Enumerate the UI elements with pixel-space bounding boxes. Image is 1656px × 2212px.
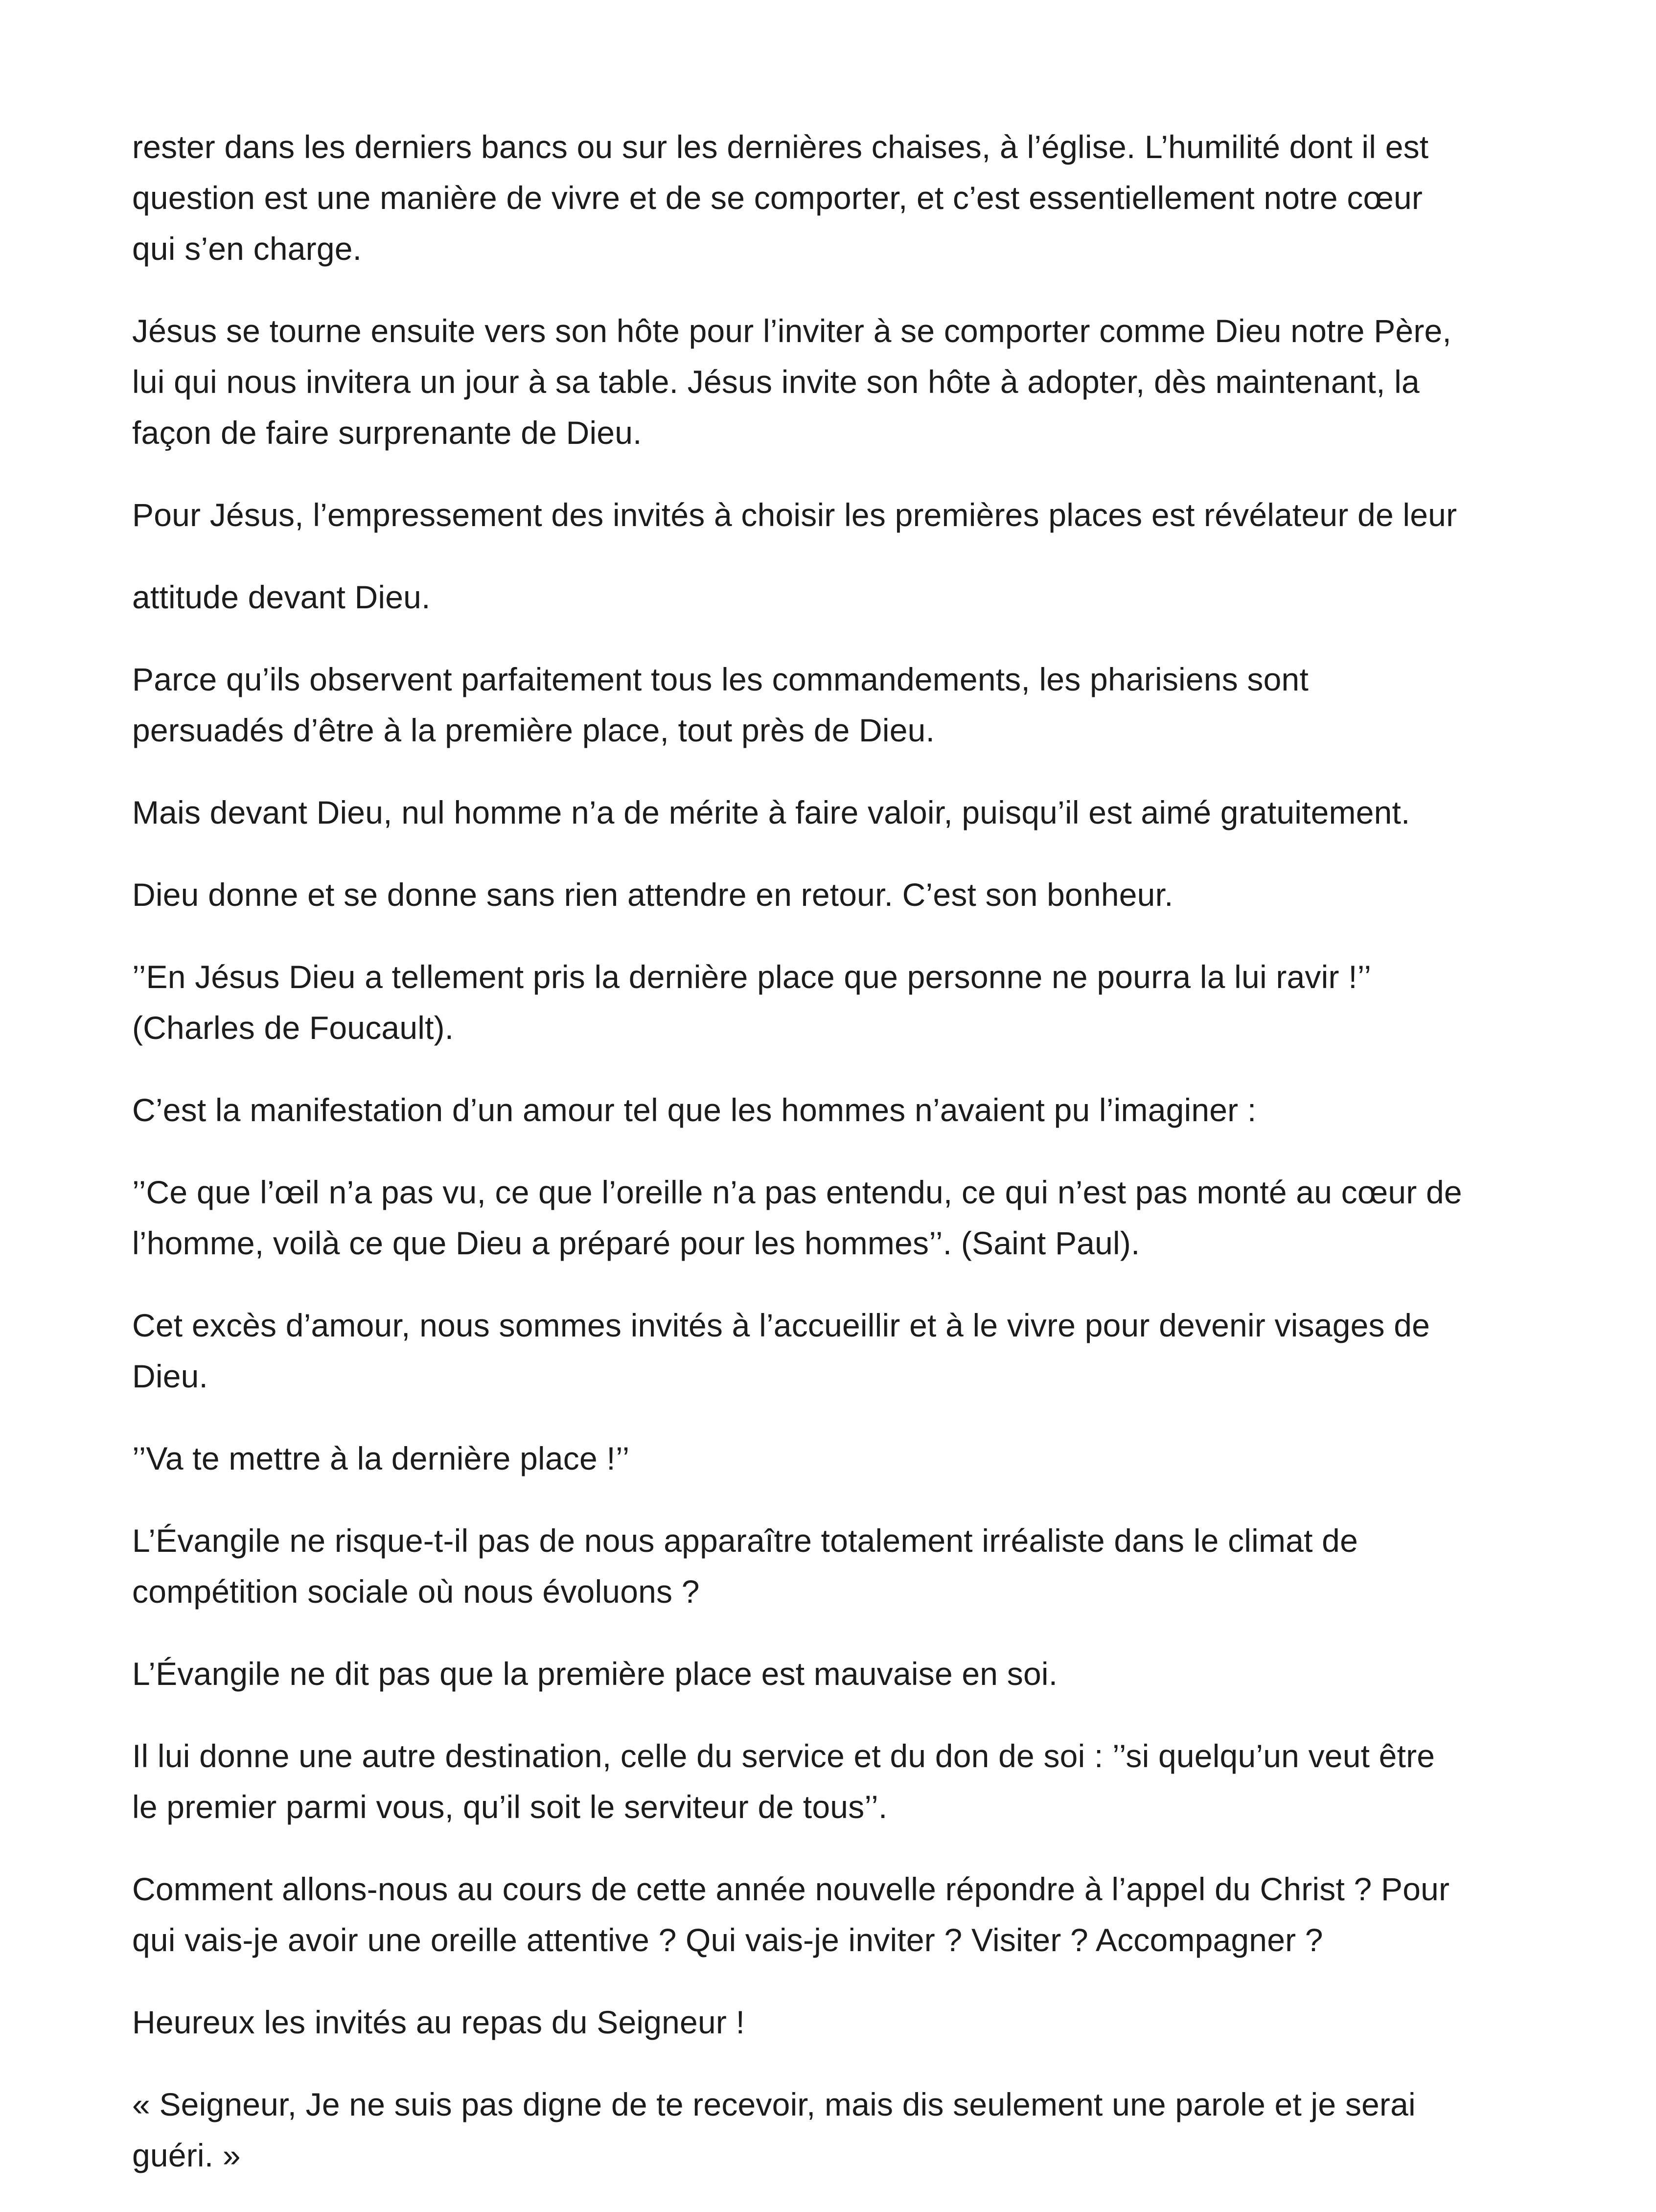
document-body [132, 121, 1541, 2212]
paragraph: Il lui donne une autre destination, celle du service et du don de soi : ’’si quelqu’un veut être le premier parmi vous, qu’il soit le serviteur de tous’’. [132, 1738, 1435, 1825]
paragraph: L’Évangile ne risque-t-il pas de nous apparaître totalement irréaliste dans le climat de compétition sociale où nous évoluons ? [132, 1522, 1358, 1610]
prayer-paragraph: « Seigneur, Je ne suis pas digne de te recevoir, mais dis seulement une parole et je serai guéri. » [132, 2086, 1416, 2173]
paragraph: L’Évangile ne dit pas que la première place est mauvaise en soi. [132, 1656, 1058, 1692]
paragraph: Pour Jésus, l’empressement des invités à choisir les premières places est révélateur de leur [132, 497, 1457, 533]
paragraph: Dieu donne et se donne sans rien attendre en retour. C’est son bonheur. [132, 876, 1173, 913]
paragraph: Mais devant Dieu, nul homme n’a de mérite à faire valoir, puisqu’il est aimé gratuitement. [132, 794, 1410, 830]
paragraph: Jésus se tourne ensuite vers son hôte pour l’inviter à se comporter comme Dieu notre Père, lui qui nous invitera un jour à sa table. Jésus invite son hôte à adopter, dès maintenant, la façon de faire surprenante de Dieu. [132, 313, 1451, 451]
paragraph: Heureux les invités au repas du Seigneur ! [132, 2004, 745, 2040]
quotation-paragraph: ’’Va te mettre à la dernière place !’’ [132, 1440, 630, 1476]
paragraph: Cet excès d’amour, nous sommes invités à l’accueillir et à le vivre pour devenir visages de Dieu. [132, 1307, 1430, 1394]
paragraph: attitude devant Dieu. [132, 579, 431, 615]
paragraph: C’est la manifestation d’un amour tel que les hommes n’avaient pu l’imaginer : [132, 1092, 1257, 1128]
quotation-paragraph: ’’Ce que l’œil n’a pas vu, ce que l’oreille n’a pas entendu, ce qui n’est pas monté au cœur de l’homme, voilà ce que Dieu a préparé pour les hommes’’. (Saint Paul). [132, 1174, 1462, 1261]
quotation-paragraph: ’’En Jésus Dieu a tellement pris la dernière place que personne ne pourra la lui ravir !’’ (Charles de Foucault). [132, 959, 1372, 1046]
paragraph: rester dans les derniers bancs ou sur les dernières chaises, à l’église. L’humilité dont il est question est une manière de vivre et de se comporter, et c’est essentiellement notre cœur qui s’en charge. [132, 129, 1429, 267]
paragraph: Comment allons-nous au cours de cette année nouvelle répondre à l’appel du Christ ? Pour qui vais-je avoir une oreille attentive ? Qui vais-je inviter ? Visiter ? Accompagner ? [132, 1871, 1450, 1958]
paragraph: Parce qu’ils observent parfaitement tous les commandements, les pharisiens sont persuadés d’être à la première place, tout près de Dieu. [132, 661, 1309, 748]
